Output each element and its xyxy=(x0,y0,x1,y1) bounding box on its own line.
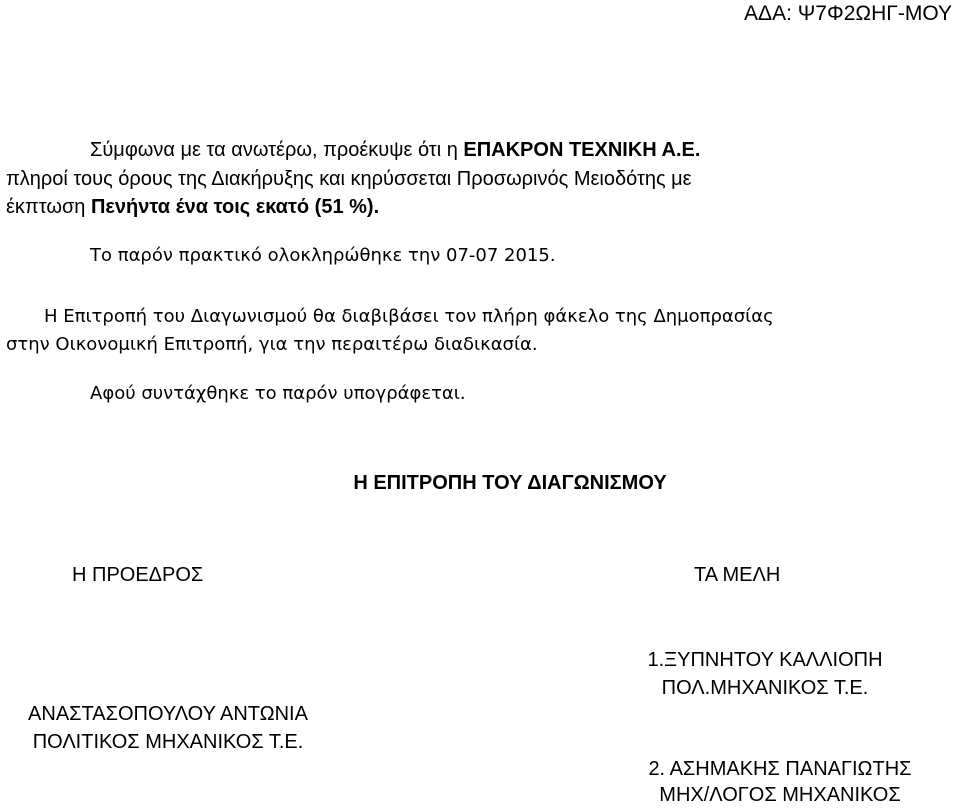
result-line-1 xyxy=(6,136,700,165)
committee-title xyxy=(0,472,960,495)
member-2-name: 2. ΑΣΗΜΑΚΗΣ ΠΑΝΑΓΙΩΤΗΣ xyxy=(648,758,912,780)
result-intro-text: Σύμφωνα με τα ανωτέρω, προέκυψε ότι η xyxy=(90,139,464,161)
chair-name: ΑΝΑΣΤΑΣΟΠΟΥΛΟΥ ΑΝΤΩΝΙΑ xyxy=(28,703,308,725)
member-2-title: ΜΗΧ/ΛΟΓΟΣ ΜΗΧΑΝΙΚΟΣ xyxy=(659,784,901,806)
discount-value: Πενήντα ένα τοις εκατό (51 %). xyxy=(90,196,380,218)
committee-title-text: Η ΕΠΙΤΡΟΠΗ ΤΟΥ ΔΙΑΓΩΝΙΣΜΟΥ xyxy=(353,472,667,494)
chair-label: Η ΠΡΟΕΔΡΟΣ xyxy=(72,564,204,586)
member-1-title: ΠΟΛ.ΜΗΧΑΝΙΚΟΣ Τ.Ε. xyxy=(661,677,869,699)
chair-title: ΠΟΛΙΤΙΚΟΣ ΜΗΧΑΝΙΚΟΣ Τ.Ε. xyxy=(32,731,304,753)
signing-paragraph: Αφού συντάχθηκε το παρόν υπογράφεται. xyxy=(90,383,466,404)
committee-forward-paragraph xyxy=(6,303,774,359)
member-2-signature-block xyxy=(600,756,960,808)
chair-signature-block xyxy=(0,700,336,756)
result-line-2: πληροί τους όρους της Διακήρυξης και κηρύσσεται Προσωρινός Μειοδότης με xyxy=(6,167,692,190)
forward-line-2: στην Οικονομική Επιτροπή, για την περαιτέρω διαδικασία. xyxy=(6,334,538,355)
discount-label: έκπτωση xyxy=(6,196,91,218)
company-name: ΕΠΑΚΡΟΝ ΤΕΧΝΙΚΗ Α.Ε. xyxy=(463,139,701,161)
ada-code: ΑΔΑ: Ψ7Φ2ΩΗΓ-ΜΟΥ xyxy=(744,2,952,25)
result-line-3 xyxy=(6,193,700,222)
members-label: ΤΑ ΜΕΛΗ xyxy=(694,564,781,586)
member-1-name: 1.ΞΥΠΝΗΤΟΥ ΚΑΛΛΙΟΠΗ xyxy=(647,649,883,671)
completion-date-paragraph: Το παρόν πρακτικό ολοκληρώθηκε την 07-07 2015. xyxy=(90,245,556,266)
forward-line-1: Η Επιτροπή του Διαγωνισμού θα διαβιβάσει τον πλήρη φάκελο της Δημοπρασίας xyxy=(44,306,774,327)
paragraph-result xyxy=(6,136,700,222)
member-1-signature-block xyxy=(600,646,930,702)
